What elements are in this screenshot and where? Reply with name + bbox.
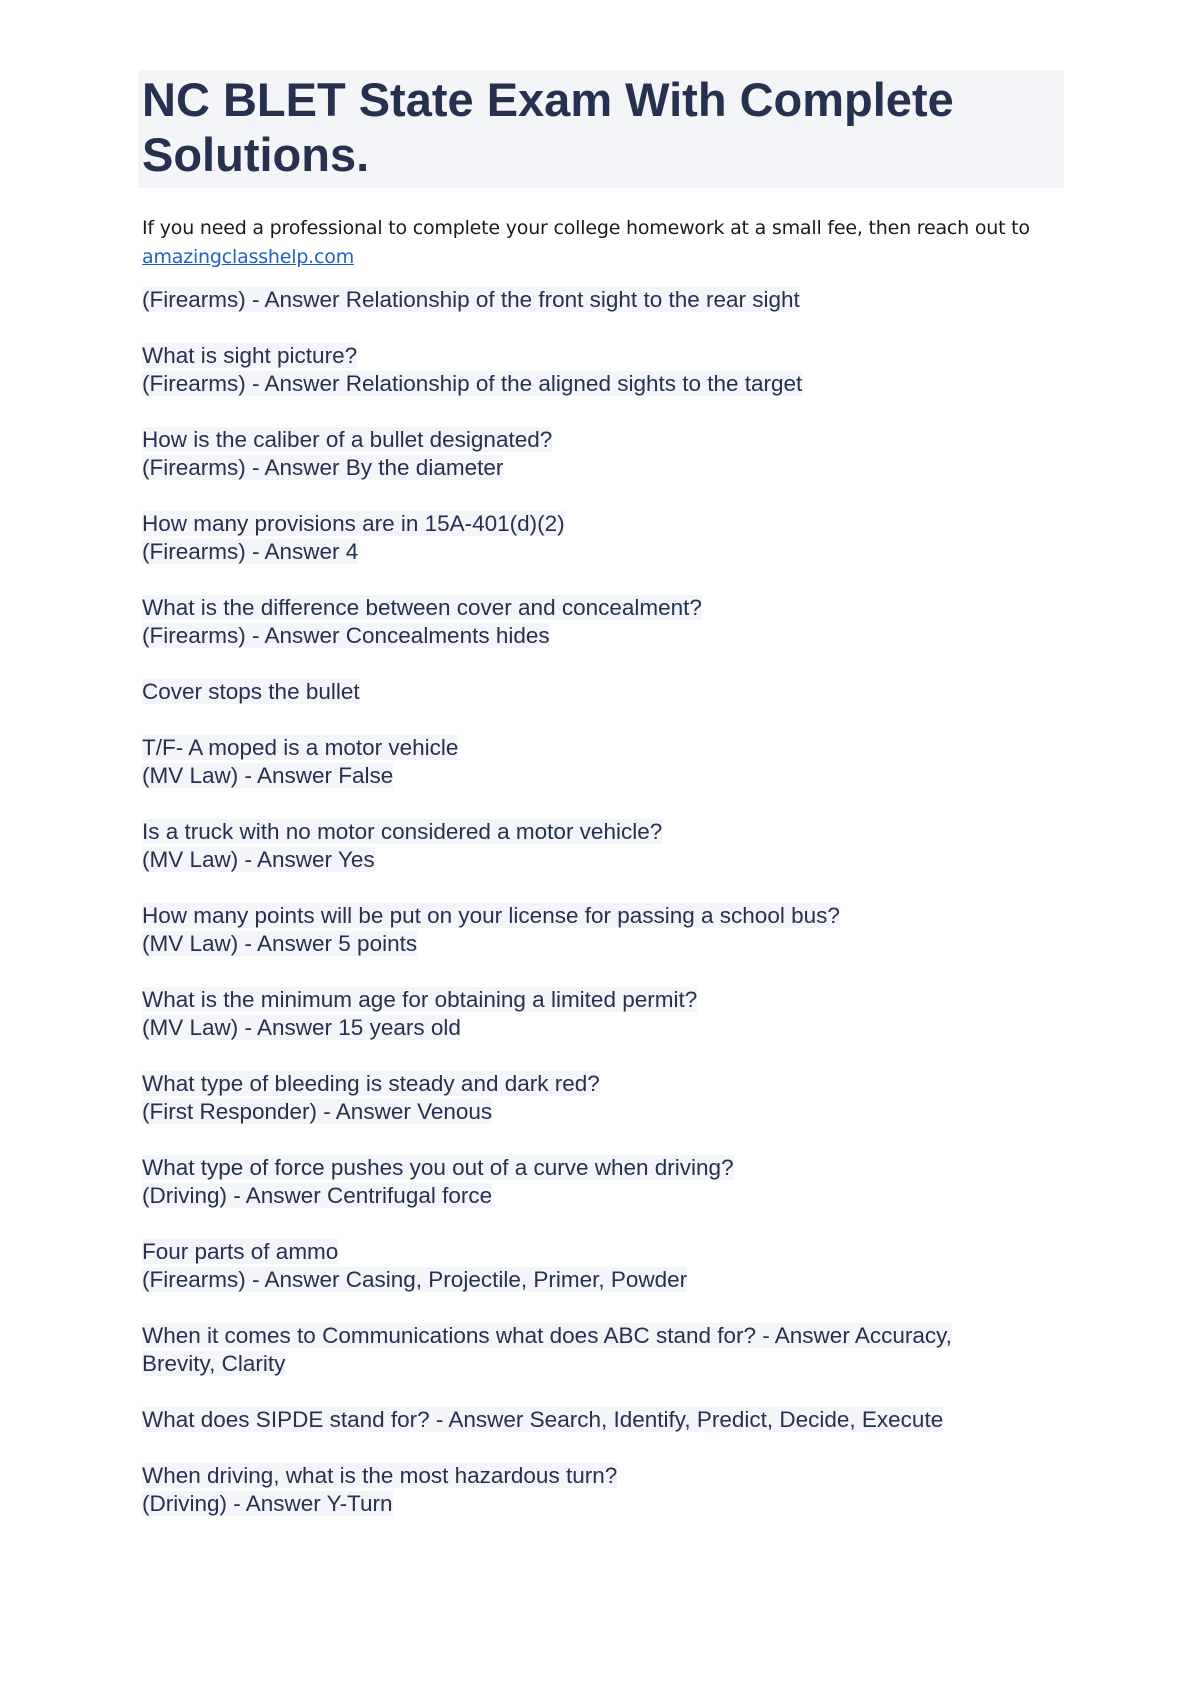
qa-line xyxy=(142,986,1060,1014)
qa-line xyxy=(142,454,1060,482)
qa-line-text: Brevity, Clarity xyxy=(142,1351,286,1376)
qa-line xyxy=(142,734,1060,762)
qa-line xyxy=(142,818,1060,846)
qa-item xyxy=(142,1462,1060,1518)
qa-line-text: What does SIPDE stand for? - Answer Search, Identify, Predict, Decide, Execute xyxy=(142,1407,944,1432)
qa-line-text: When driving, what is the most hazardous turn? xyxy=(142,1463,618,1488)
qa-line-text: When it comes to Communications what does ABC stand for? - Answer Accuracy, xyxy=(142,1323,952,1348)
qa-item xyxy=(142,286,1060,314)
qa-item xyxy=(142,1070,1060,1126)
qa-line xyxy=(142,1014,1060,1042)
qa-line-text: Cover stops the bullet xyxy=(142,679,360,704)
qa-line xyxy=(142,1490,1060,1518)
qa-line-text: (Driving) - Answer Centrifugal force xyxy=(142,1183,493,1208)
qa-line xyxy=(142,1462,1060,1490)
qa-line-text: (MV Law) - Answer Yes xyxy=(142,847,375,872)
qa-line-text: (Firearms) - Answer Relationship of the aligned sights to the target xyxy=(142,371,803,396)
qa-item xyxy=(142,426,1060,482)
page-title: NC BLET State Exam With Complete Solutions. xyxy=(142,73,954,181)
qa-line xyxy=(142,930,1060,958)
qa-item xyxy=(142,1322,1060,1378)
qa-line-text: (First Responder) - Answer Venous xyxy=(142,1099,493,1124)
document-page xyxy=(142,70,1060,1546)
qa-line xyxy=(142,342,1060,370)
qa-line-text: (MV Law) - Answer False xyxy=(142,763,394,788)
qa-line-text: (MV Law) - Answer 15 years old xyxy=(142,1015,461,1040)
qa-line-text: What is sight picture? xyxy=(142,343,358,368)
qa-line-text: What is the difference between cover and concealment? xyxy=(142,595,702,620)
qa-line xyxy=(142,1182,1060,1210)
qa-line xyxy=(142,1154,1060,1182)
qa-item xyxy=(142,678,1060,706)
qa-item xyxy=(142,594,1060,650)
qa-line xyxy=(142,1098,1060,1126)
qa-line-text: Is a truck with no motor considered a motor vehicle? xyxy=(142,819,663,844)
qa-item xyxy=(142,510,1060,566)
qa-item xyxy=(142,902,1060,958)
qa-line xyxy=(142,902,1060,930)
qa-item xyxy=(142,986,1060,1042)
qa-line-text: What type of bleeding is steady and dark red? xyxy=(142,1071,600,1096)
qa-line xyxy=(142,370,1060,398)
intro-text: If you need a professional to complete your college homework at a small fee, then reach out to xyxy=(142,217,1030,239)
qa-line-text: (Firearms) - Answer Casing, Projectile, Primer, Powder xyxy=(142,1267,688,1292)
qa-line-text: (Firearms) - Answer 4 xyxy=(142,539,359,564)
qa-line xyxy=(142,510,1060,538)
qa-line-text: How many provisions are in 15A-401(d)(2) xyxy=(142,511,565,536)
qa-line-text: How is the caliber of a bullet designated? xyxy=(142,427,553,452)
qa-item xyxy=(142,1406,1060,1434)
qa-line xyxy=(142,678,1060,706)
qa-item xyxy=(142,1238,1060,1294)
qa-line-text: (MV Law) - Answer 5 points xyxy=(142,931,418,956)
qa-line-text: (Firearms) - Answer By the diameter xyxy=(142,455,504,480)
qa-line-text: Four parts of ammo xyxy=(142,1239,339,1264)
qa-line-text: (Firearms) - Answer Concealments hides xyxy=(142,623,550,648)
qa-item xyxy=(142,734,1060,790)
qa-line-text: T/F- A moped is a motor vehicle xyxy=(142,735,459,760)
qa-line xyxy=(142,286,1060,314)
qa-line-text: (Driving) - Answer Y-Turn xyxy=(142,1491,393,1516)
qa-line-text: What type of force pushes you out of a curve when driving? xyxy=(142,1155,734,1180)
qa-list xyxy=(142,286,1060,1518)
qa-line xyxy=(142,622,1060,650)
qa-line xyxy=(142,1350,1060,1378)
qa-item xyxy=(142,1154,1060,1210)
qa-line xyxy=(142,762,1060,790)
qa-item xyxy=(142,342,1060,398)
qa-line xyxy=(142,594,1060,622)
qa-line-text: What is the minimum age for obtaining a limited permit? xyxy=(142,987,698,1012)
qa-line-text: (Firearms) - Answer Relationship of the front sight to the rear sight xyxy=(142,287,800,312)
qa-line xyxy=(142,1238,1060,1266)
title-block xyxy=(138,70,1064,188)
qa-line xyxy=(142,846,1060,874)
amazingclasshelp-link[interactable]: amazingclasshelp.com xyxy=(142,246,355,268)
qa-line xyxy=(142,1406,1060,1434)
qa-line xyxy=(142,426,1060,454)
qa-line-text: How many points will be put on your license for passing a school bus? xyxy=(142,903,840,928)
qa-item xyxy=(142,818,1060,874)
qa-line xyxy=(142,1266,1060,1294)
qa-line xyxy=(142,1322,1060,1350)
intro-paragraph xyxy=(142,214,1060,272)
qa-line xyxy=(142,1070,1060,1098)
qa-line xyxy=(142,538,1060,566)
